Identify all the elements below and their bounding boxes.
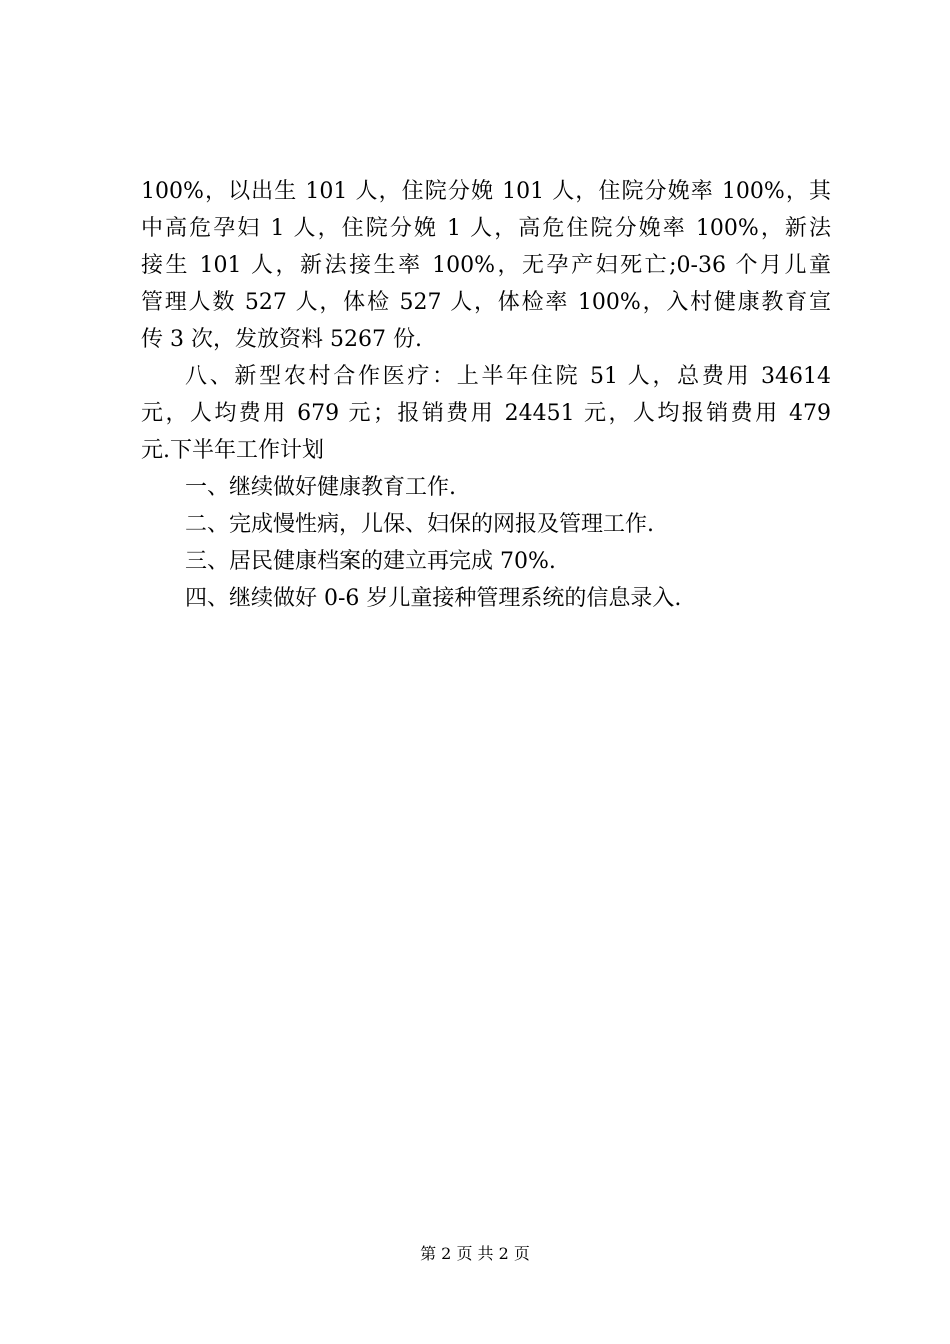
plan-item-2: 二、完成慢性病，儿保、妇保的网报及管理工作. bbox=[185, 512, 654, 537]
page-footer: 第 2 页 共 2 页 bbox=[420, 1244, 530, 1263]
text-line-4: 管理人数 527 人，体检 527 人，体检率 100%，入村健康教育宣 bbox=[141, 290, 831, 315]
plan-item-4: 四、继续做好 0-6 岁儿童接种管理系统的信息录入. bbox=[185, 586, 682, 611]
text-line-7: 元，人均费用 679 元；报销费用 24451 元，人均报销费用 479 bbox=[141, 401, 831, 426]
text-line-6: 八、新型农村合作医疗：上半年住院 51 人，总费用 34614 bbox=[185, 364, 831, 389]
plan-item-1: 一、继续做好健康教育工作. bbox=[185, 475, 456, 500]
text-line-5: 传 3 次，发放资料 5267 份. bbox=[141, 327, 422, 352]
text-line-1: 100%，以出生 101 人，住院分娩 101 人，住院分娩率 100%，其 bbox=[141, 179, 831, 204]
document-body bbox=[141, 173, 831, 617]
text-line-8: 元.下半年工作计划 bbox=[141, 438, 324, 463]
plan-item-3: 三、居民健康档案的建立再完成 70%. bbox=[185, 549, 556, 574]
text-line-2: 中高危孕妇 1 人，住院分娩 1 人，高危住院分娩率 100%，新法 bbox=[141, 216, 831, 241]
text-line-3: 接生 101 人，新法接生率 100%，无孕产妇死亡;0-36 个月儿童 bbox=[141, 253, 831, 278]
